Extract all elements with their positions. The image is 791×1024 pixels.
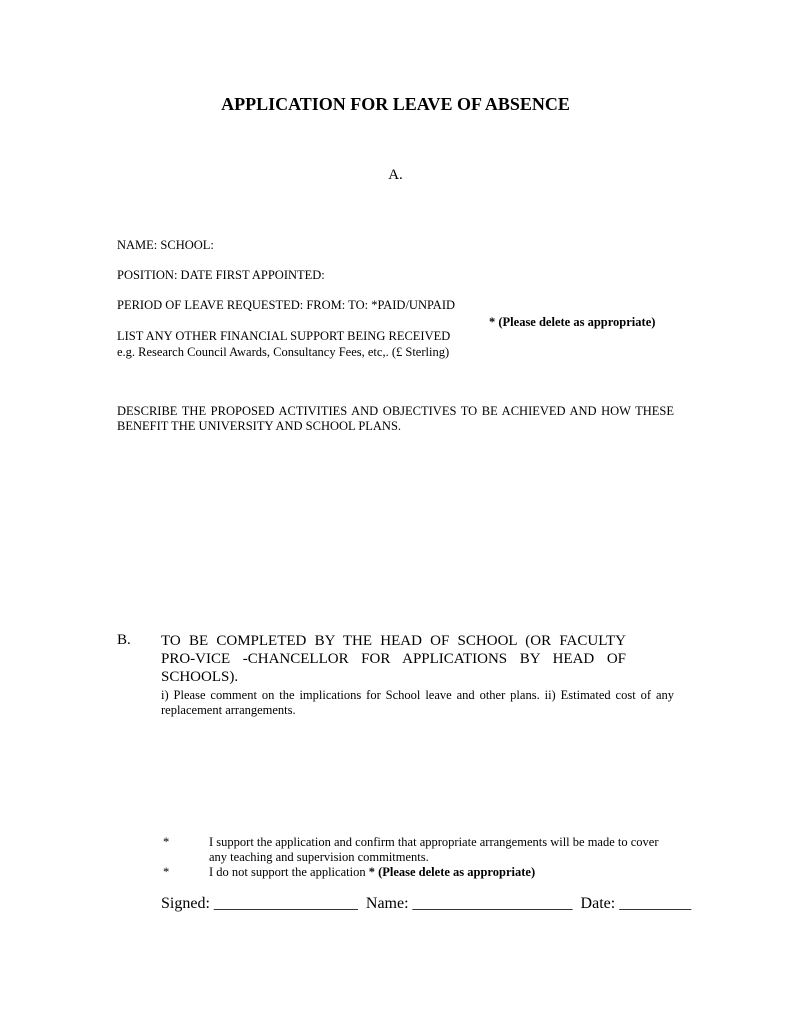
signature-row xyxy=(161,895,691,913)
section-b-heading xyxy=(161,632,626,686)
no-support-asterisk: * xyxy=(163,865,170,879)
name-field: Name: ____________________ xyxy=(365,895,573,912)
position-date-line: POSITION: DATE FIRST APPOINTED: xyxy=(117,268,325,282)
no-support-statement xyxy=(209,865,675,880)
financial-examples-line: e.g. Research Council Awards, Consultancy Fees, etc,. (£ Sterling) xyxy=(117,345,450,359)
section-b-heading-line-2: PRO-VICE -CHANCELLOR FOR APPLICATIONS BY HEAD OF xyxy=(161,651,626,667)
no-support-text: I do not support the application xyxy=(209,865,369,879)
section-b-heading-line-1: TO BE COMPLETED BY THE HEAD OF SCHOOL (OR FACULTY xyxy=(161,633,626,649)
financial-support-line: LIST ANY OTHER FINANCIAL SUPPORT BEING RECEIVED xyxy=(117,329,451,343)
support-statement: I support the application and confirm that appropriate arrangements will be made to cover any teaching and supervision commitments. xyxy=(209,835,659,864)
name-school-line: NAME: SCHOOL: xyxy=(117,238,214,252)
page-title: APPLICATION FOR LEAVE OF ABSENCE xyxy=(221,94,570,114)
no-support-delete-note: * (Please delete as appropriate) xyxy=(368,865,536,879)
date-field: Date: _________ xyxy=(580,895,692,912)
support-asterisk: * xyxy=(163,835,170,849)
delete-note: * (Please delete as appropriate) xyxy=(489,315,656,329)
section-b-heading-line-3: SCHOOLS). xyxy=(161,669,239,685)
section-b-instructions: i) Please comment on the implications for School leave and other plans. ii) Estimated cost of any replacement arrangements. xyxy=(161,688,674,717)
describe-activities-text: DESCRIBE THE PROPOSED ACTIVITIES AND OBJECTIVES TO BE ACHIEVED AND HOW THESE BENEFIT THE UNIVERSITY AND SCHOOL PLANS. xyxy=(117,404,674,433)
period-leave-line: PERIOD OF LEAVE REQUESTED: FROM: TO: *PAID/UNPAID xyxy=(117,298,456,312)
section-a-label: A. xyxy=(388,167,403,183)
section-b-label: B. xyxy=(117,632,131,648)
signed-field: Signed: __________________ xyxy=(161,895,358,912)
